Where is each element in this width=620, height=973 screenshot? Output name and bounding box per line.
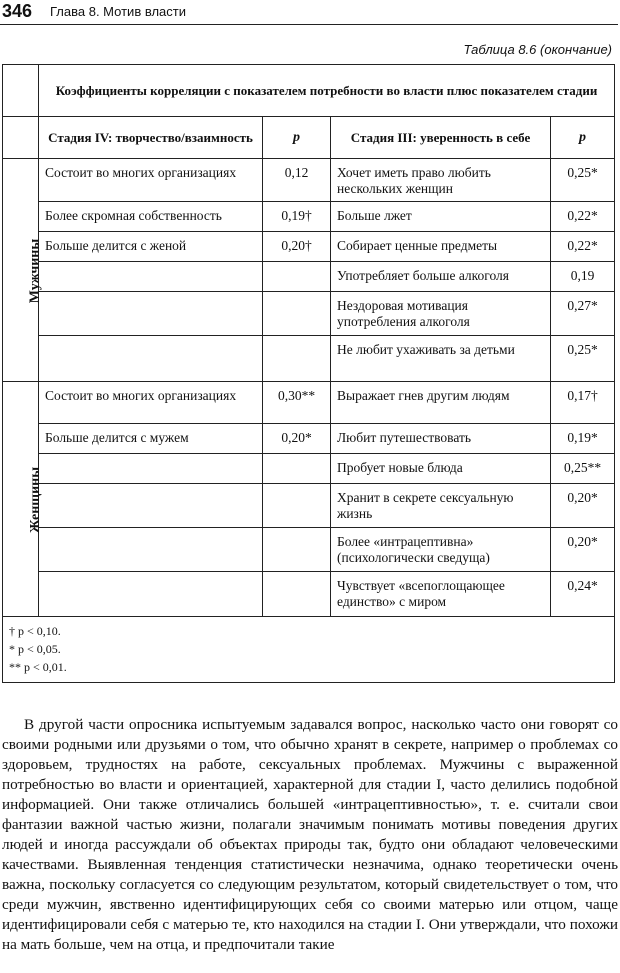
- footnote: ** p < 0,01.: [9, 660, 67, 674]
- header-corner: [3, 65, 39, 117]
- table-row: [3, 159, 615, 202]
- stage3-behavior: Пробует новые блюда: [331, 454, 551, 484]
- stage4-behavior: [39, 454, 263, 484]
- stage3-behavior: Хранит в секрете сексуальную жизнь: [331, 484, 551, 528]
- table-row: [3, 528, 615, 572]
- stage3-p-value: 0,19: [551, 262, 615, 292]
- table-row: [3, 336, 615, 382]
- main-header: Коэффициенты корреляции с показателем потребности во власти плюс показателем стадии: [39, 65, 615, 117]
- footnote: * p < 0,05.: [9, 642, 61, 656]
- group-label-text: Мужчины: [27, 238, 43, 303]
- stage4-p-value: [263, 336, 331, 382]
- footnotes: [3, 617, 615, 683]
- stage4-behavior: Больше делится с мужем: [39, 424, 263, 454]
- stage3-p-value: 0,17†: [551, 382, 615, 424]
- women-group-label: [3, 382, 44, 617]
- stage4-p-value: [263, 572, 331, 617]
- stage3-p-value: 0,19*: [551, 424, 615, 454]
- table-row: [3, 454, 615, 484]
- chapter-title: Глава 8. Мотив власти: [50, 4, 186, 19]
- stage3-p-value: 0,20*: [551, 528, 615, 572]
- stage3-behavior: Употребляет больше алкоголя: [331, 262, 551, 292]
- table-row: [3, 232, 615, 262]
- table-caption: Таблица 8.6 (окончание): [463, 42, 612, 57]
- stage4-behavior: [39, 572, 263, 617]
- stage3-p-value: 0,22*: [551, 202, 615, 232]
- stage3-p-value: 0,20*: [551, 484, 615, 528]
- p-header-stage4: p: [263, 117, 331, 159]
- stage4-behavior: Состоит во многих организациях: [39, 382, 263, 424]
- stage4-behavior: [39, 292, 263, 336]
- stage4-behavior: [39, 484, 263, 528]
- stage3-behavior: Более «интрацептивна» (психологически сведуща): [331, 528, 551, 572]
- stage3-p-value: 0,25*: [551, 159, 615, 202]
- table-row: [3, 292, 615, 336]
- stage4-behavior: Больше делится с женой: [39, 232, 263, 262]
- stage4-behavior: [39, 336, 263, 382]
- p-header-stage3: p: [551, 117, 615, 159]
- page-number: 346: [2, 1, 33, 21]
- stage3-behavior: Хочет иметь право любить нескольких женщин: [331, 159, 551, 202]
- table-row: [3, 572, 615, 617]
- stage4-p-value: 0,30**: [263, 382, 331, 424]
- stage4-p-value: [263, 292, 331, 336]
- body-text: [2, 715, 618, 955]
- stage3-behavior: Любит путешествовать: [331, 424, 551, 454]
- stage3-behavior: Нездоровая мотивация употребления алкоголя: [331, 292, 551, 336]
- table-row: [3, 262, 615, 292]
- group-label-text: Женщины: [28, 466, 44, 533]
- stage4-p-value: [263, 454, 331, 484]
- stage4-p-value: [263, 484, 331, 528]
- stage4-p-value: 0,20*: [263, 424, 331, 454]
- stage4-p-value: 0,12: [263, 159, 331, 202]
- header-rule: [0, 24, 618, 25]
- stage3-p-value: 0,25**: [551, 454, 615, 484]
- stage4-header: Стадия IV: творчество/взаимность: [39, 117, 263, 159]
- footnote: † p < 0,10.: [9, 624, 61, 638]
- stage3-p-value: 0,24*: [551, 572, 615, 617]
- stage3-behavior: Собирает ценные предметы: [331, 232, 551, 262]
- stage3-p-value: 0,25*: [551, 336, 615, 382]
- footnotes-row: [3, 617, 615, 683]
- stage4-behavior: [39, 528, 263, 572]
- stage3-p-value: 0,27*: [551, 292, 615, 336]
- stage4-p-value: [263, 262, 331, 292]
- stage3-p-value: 0,22*: [551, 232, 615, 262]
- stage4-p-value: 0,19†: [263, 202, 331, 232]
- table-row: [3, 484, 615, 528]
- table-header-row-stages: [3, 117, 615, 159]
- body-paragraph: В другой части опросника испытуемым задавался вопрос, насколько часто они говорят со своими родными или друзьями о том, что обычно хранят в секрете, например о проблемах со здоровьем, трудностях на работе, сексуальных проблемах. Мужчины с выраженной потребностью во власти и ориентацией, характерной для стадии I, часто делились подобной информацией. Они также отличались большей «интрацептивностью», т. е. считали свои фантазии важной частью жизни, полагали значимым понимать мотивы поведения других людей и иногда рассуждали об объектах природы так, будто они обладают человеческими качествами. Выявленная тенденция статистически незначима, однако теоретически очень важна, поскольку согласуется со следующим результатом, который свидетельствует о том, что среди мужчин, явственно идентифицирующих себя со своими матерью или отцом, чаще идентифицировали себя с матерью те, кто находился на стадии I. Они утверждали, что похожи на мать больше, чем на отца, и предпочитали такие: [2, 716, 618, 953]
- table-row: [3, 424, 615, 454]
- table-header-row-main: [3, 65, 615, 117]
- correlation-table: [2, 64, 615, 683]
- table-row: [3, 202, 615, 232]
- men-group-label: [3, 159, 43, 382]
- stage4-p-value: 0,20†: [263, 232, 331, 262]
- stage3-behavior: Больше лжет: [331, 202, 551, 232]
- stage3-behavior: Выражает гнев другим людям: [331, 382, 551, 424]
- stage4-behavior: Состоит во многих организациях: [39, 159, 263, 202]
- table-row: [3, 382, 615, 424]
- header-corner-2: [3, 117, 39, 159]
- stage3-header: Стадия III: уверенность в себе: [331, 117, 551, 159]
- stage4-behavior: Более скромная собственность: [39, 202, 263, 232]
- stage3-behavior: Чувствует «всепоглощающее единство» с миром: [331, 572, 551, 617]
- page-header: [0, 0, 620, 26]
- stage4-behavior: [39, 262, 263, 292]
- stage3-behavior: Не любит ухаживать за детьми: [331, 336, 551, 382]
- stage4-p-value: [263, 528, 331, 572]
